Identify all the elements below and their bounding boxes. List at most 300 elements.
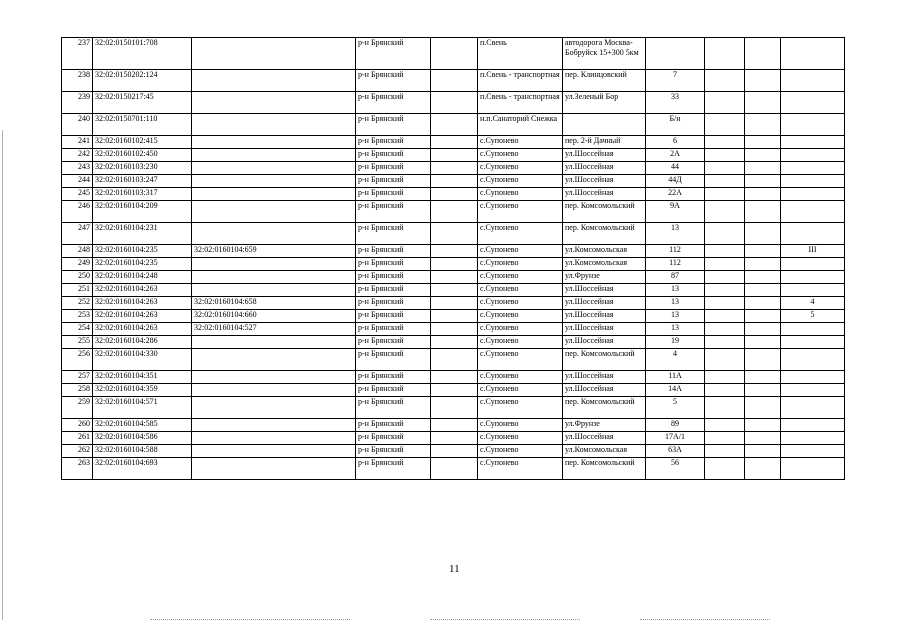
cell-extra: [781, 419, 845, 432]
cell-cadastral-number-2: [192, 397, 356, 419]
cell-cadastral-number: 32:02:0160104:235: [93, 258, 192, 271]
cell-house: 9А: [646, 201, 705, 223]
cell-row-number: 238: [62, 70, 93, 92]
cell-house: 44Д: [646, 175, 705, 188]
cell-empty: [745, 297, 781, 310]
table-row: [62, 397, 845, 419]
cell-district: р-н Брянский: [356, 271, 431, 284]
cell-locality: с.Супонево: [478, 336, 563, 349]
cell-locality: с.Супонево: [478, 136, 563, 149]
cell-extra: [781, 384, 845, 397]
table-row: [62, 432, 845, 445]
cell-extra: [781, 38, 845, 70]
cell-extra: [781, 371, 845, 384]
cell-house: 89: [646, 419, 705, 432]
cell-empty: [431, 397, 478, 419]
cell-house: 19: [646, 336, 705, 349]
cell-cadastral-number: 32:02:0160104:571: [93, 397, 192, 419]
cell-street: пер. Комсомольский: [563, 458, 646, 480]
cell-empty: [745, 284, 781, 297]
cell-cadastral-number: 32:02:0160104:588: [93, 445, 192, 458]
cell-empty: [705, 223, 745, 245]
cell-empty: [431, 188, 478, 201]
cell-empty: [705, 188, 745, 201]
cell-row-number: 247: [62, 223, 93, 245]
cell-district: р-н Брянский: [356, 384, 431, 397]
cell-row-number: 245: [62, 188, 93, 201]
cell-empty: [745, 384, 781, 397]
cell-street: ул.Комсомольская: [563, 445, 646, 458]
cell-extra: [781, 458, 845, 480]
cell-cadastral-number: 32:02:0160103:247: [93, 175, 192, 188]
cell-street: пер. Комсомольский: [563, 349, 646, 371]
cell-empty: [745, 175, 781, 188]
registry-table: [61, 37, 845, 480]
cell-cadastral-number-2: [192, 349, 356, 371]
cell-empty: [745, 136, 781, 149]
cell-locality: п.Свень - транспортная: [478, 92, 563, 114]
cell-empty: [431, 136, 478, 149]
cell-cadastral-number-2: [192, 188, 356, 201]
cell-house: 56: [646, 458, 705, 480]
table-row: [62, 336, 845, 349]
cell-cadastral-number: 32:02:0160104:235: [93, 245, 192, 258]
cell-cadastral-number-2: [192, 384, 356, 397]
cell-house: 63А: [646, 445, 705, 458]
cell-empty: [705, 458, 745, 480]
cell-cadastral-number-2: [192, 136, 356, 149]
cell-empty: [431, 38, 478, 70]
cell-cadastral-number-2: [192, 371, 356, 384]
cell-empty: [745, 336, 781, 349]
table-row: [62, 114, 845, 136]
cell-extra: [781, 175, 845, 188]
cell-extra: 4: [781, 297, 845, 310]
cell-empty: [745, 149, 781, 162]
cell-row-number: 260: [62, 419, 93, 432]
cell-empty: [431, 323, 478, 336]
cell-cadastral-number-2: [192, 432, 356, 445]
scan-noise: [640, 619, 770, 621]
cell-house: 13: [646, 323, 705, 336]
cell-street: ул.Шоссейная: [563, 297, 646, 310]
cell-extra: [781, 271, 845, 284]
cell-district: р-н Брянский: [356, 38, 431, 70]
cell-extra: [781, 445, 845, 458]
table-row: [62, 445, 845, 458]
cell-district: р-н Брянский: [356, 349, 431, 371]
cell-empty: [745, 223, 781, 245]
cell-extra: 5: [781, 310, 845, 323]
cell-cadastral-number-2: [192, 175, 356, 188]
cell-district: р-н Брянский: [356, 201, 431, 223]
cell-empty: [705, 397, 745, 419]
cell-cadastral-number: 32:02:0160104:286: [93, 336, 192, 349]
cell-extra: [781, 136, 845, 149]
cell-street: ул.Зеленый Бор: [563, 92, 646, 114]
cell-empty: [745, 245, 781, 258]
cell-empty: [745, 397, 781, 419]
cell-district: р-н Брянский: [356, 432, 431, 445]
cell-row-number: 249: [62, 258, 93, 271]
cell-empty: [431, 458, 478, 480]
cell-cadastral-number-2: 32:02:0160104:659: [192, 245, 356, 258]
cell-empty: [705, 445, 745, 458]
cell-cadastral-number: 32:02:0160104:586: [93, 432, 192, 445]
cell-empty: [431, 271, 478, 284]
cell-cadastral-number-2: [192, 149, 356, 162]
cell-extra: III: [781, 245, 845, 258]
cell-house: 7: [646, 70, 705, 92]
cell-locality: с.Супонево: [478, 149, 563, 162]
cell-house: 4: [646, 349, 705, 371]
cell-street: ул.Шоссейная: [563, 384, 646, 397]
cell-row-number: 244: [62, 175, 93, 188]
table-row: [62, 92, 845, 114]
cell-locality: с.Супонево: [478, 271, 563, 284]
table-row: [62, 245, 845, 258]
cell-empty: [705, 384, 745, 397]
cell-cadastral-number: 32:02:0150701:110: [93, 114, 192, 136]
cell-district: р-н Брянский: [356, 188, 431, 201]
table-row: [62, 258, 845, 271]
cell-house: 5: [646, 397, 705, 419]
cell-locality: с.Супонево: [478, 245, 563, 258]
cell-empty: [745, 188, 781, 201]
cell-cadastral-number-2: [192, 114, 356, 136]
cell-house: 13: [646, 297, 705, 310]
table-row: [62, 419, 845, 432]
cell-cadastral-number-2: [192, 223, 356, 245]
cell-empty: [431, 371, 478, 384]
cell-empty: [705, 432, 745, 445]
cell-row-number: 263: [62, 458, 93, 480]
cell-house: 22А: [646, 188, 705, 201]
cell-empty: [745, 419, 781, 432]
cell-house: 13: [646, 223, 705, 245]
cell-locality: с.Супонево: [478, 419, 563, 432]
cell-house: 6: [646, 136, 705, 149]
cell-locality: п.Свень: [478, 38, 563, 70]
cell-district: р-н Брянский: [356, 284, 431, 297]
cell-house: 87: [646, 271, 705, 284]
cell-locality: с.Супонево: [478, 201, 563, 223]
cell-row-number: 259: [62, 397, 93, 419]
cell-street: пер. Комсомольский: [563, 201, 646, 223]
scan-noise: [150, 619, 350, 621]
cell-locality: с.Супонево: [478, 384, 563, 397]
cell-empty: [431, 223, 478, 245]
table-row: [62, 349, 845, 371]
cell-cadastral-number-2: 32:02:0160104:527: [192, 323, 356, 336]
cell-cadastral-number-2: [192, 162, 356, 175]
cell-house: 13: [646, 284, 705, 297]
cell-row-number: 248: [62, 245, 93, 258]
cell-house: 112: [646, 258, 705, 271]
cell-cadastral-number: 32:02:0160104:359: [93, 384, 192, 397]
cell-empty: [705, 310, 745, 323]
cell-empty: [745, 371, 781, 384]
table-row: [62, 371, 845, 384]
cell-empty: [431, 384, 478, 397]
cell-house: 33: [646, 92, 705, 114]
cell-row-number: 257: [62, 371, 93, 384]
cell-district: р-н Брянский: [356, 114, 431, 136]
cell-empty: [705, 419, 745, 432]
cell-district: р-н Брянский: [356, 258, 431, 271]
cell-empty: [431, 419, 478, 432]
cell-cadastral-number-2: [192, 284, 356, 297]
cell-street: пер. Комсомольский: [563, 397, 646, 419]
scan-edge: [2, 130, 3, 620]
cell-empty: [745, 92, 781, 114]
cell-empty: [431, 162, 478, 175]
cell-empty: [705, 258, 745, 271]
cell-locality: с.Супонево: [478, 188, 563, 201]
cell-empty: [705, 175, 745, 188]
cell-cadastral-number: 32:02:0160102:450: [93, 149, 192, 162]
scan-noise: [430, 619, 580, 621]
cell-district: р-н Брянский: [356, 323, 431, 336]
cell-extra: [781, 92, 845, 114]
table-row: [62, 175, 845, 188]
cell-empty: [745, 201, 781, 223]
cell-district: р-н Брянский: [356, 371, 431, 384]
cell-cadastral-number-2: [192, 271, 356, 284]
page-number: 11: [449, 563, 460, 575]
cell-empty: [705, 114, 745, 136]
cell-district: р-н Брянский: [356, 162, 431, 175]
cell-locality: п.Свень - транспортная: [478, 70, 563, 92]
cell-cadastral-number-2: [192, 70, 356, 92]
cell-row-number: 241: [62, 136, 93, 149]
table-row: [62, 70, 845, 92]
cell-cadastral-number-2: [192, 445, 356, 458]
cell-empty: [745, 310, 781, 323]
cell-row-number: 251: [62, 284, 93, 297]
cell-extra: [781, 188, 845, 201]
cell-extra: [781, 336, 845, 349]
cell-cadastral-number: 32:02:0160104:248: [93, 271, 192, 284]
cell-street: ул.Комсомольская: [563, 245, 646, 258]
cell-cadastral-number: 32:02:0160104:585: [93, 419, 192, 432]
cell-empty: [705, 92, 745, 114]
cell-empty: [431, 149, 478, 162]
cell-street: ул.Шоссейная: [563, 162, 646, 175]
table-row: [62, 201, 845, 223]
cell-district: р-н Брянский: [356, 136, 431, 149]
cell-cadastral-number-2: [192, 258, 356, 271]
cell-empty: [431, 297, 478, 310]
cell-empty: [745, 458, 781, 480]
cell-extra: [781, 162, 845, 175]
cell-extra: [781, 70, 845, 92]
cell-locality: н.п.Санаторий Снежка: [478, 114, 563, 136]
cell-extra: [781, 223, 845, 245]
cell-district: р-н Брянский: [356, 149, 431, 162]
cell-row-number: 246: [62, 201, 93, 223]
cell-cadastral-number-2: [192, 92, 356, 114]
cell-empty: [705, 323, 745, 336]
cell-empty: [431, 284, 478, 297]
cell-street: ул.Шоссейная: [563, 175, 646, 188]
cell-empty: [705, 162, 745, 175]
cell-district: р-н Брянский: [356, 336, 431, 349]
cell-empty: [431, 349, 478, 371]
cell-extra: [781, 323, 845, 336]
cell-cadastral-number: 32:02:0160104:351: [93, 371, 192, 384]
cell-locality: с.Супонево: [478, 397, 563, 419]
table-row: [62, 149, 845, 162]
cell-empty: [705, 136, 745, 149]
cell-empty: [431, 245, 478, 258]
cell-street: ул.Шоссейная: [563, 310, 646, 323]
cell-house: 14А: [646, 384, 705, 397]
cell-street: ул.Шоссейная: [563, 371, 646, 384]
cell-extra: [781, 284, 845, 297]
cell-empty: [705, 38, 745, 70]
cell-empty: [705, 371, 745, 384]
cell-cadastral-number: 32:02:0160104:263: [93, 297, 192, 310]
cell-house: [646, 38, 705, 70]
cell-street: ул.Фрунзе: [563, 419, 646, 432]
table-row: [62, 310, 845, 323]
cell-house: 44: [646, 162, 705, 175]
cell-street: автодорога Москва-Бобруйск 15+300 5км: [563, 38, 646, 70]
cell-empty: [705, 349, 745, 371]
cell-extra: [781, 349, 845, 371]
cell-street: пер. Клинцовский: [563, 70, 646, 92]
cell-street: пер. 2-й Дачный: [563, 136, 646, 149]
cell-district: р-н Брянский: [356, 223, 431, 245]
cell-empty: [745, 323, 781, 336]
cell-house: 2А: [646, 149, 705, 162]
cell-cadastral-number: 32:02:0160104:263: [93, 323, 192, 336]
cell-locality: с.Супонево: [478, 284, 563, 297]
table-row: [62, 284, 845, 297]
cell-locality: с.Супонево: [478, 162, 563, 175]
cell-empty: [745, 432, 781, 445]
cell-street: ул.Шоссейная: [563, 188, 646, 201]
cell-row-number: 237: [62, 38, 93, 70]
cell-street: ул.Шоссейная: [563, 336, 646, 349]
cell-house: 13: [646, 310, 705, 323]
cell-row-number: 262: [62, 445, 93, 458]
cell-locality: с.Супонево: [478, 458, 563, 480]
cell-district: р-н Брянский: [356, 445, 431, 458]
cell-district: р-н Брянский: [356, 458, 431, 480]
cell-row-number: 250: [62, 271, 93, 284]
table-row: [62, 297, 845, 310]
table-row: [62, 271, 845, 284]
cell-locality: с.Супонево: [478, 223, 563, 245]
cell-district: р-н Брянский: [356, 70, 431, 92]
cell-empty: [705, 336, 745, 349]
cell-row-number: 256: [62, 349, 93, 371]
cell-empty: [705, 201, 745, 223]
cell-extra: [781, 432, 845, 445]
cell-row-number: 261: [62, 432, 93, 445]
cell-row-number: 243: [62, 162, 93, 175]
cell-extra: [781, 114, 845, 136]
table-row: [62, 38, 845, 70]
cell-empty: [431, 175, 478, 188]
cell-cadastral-number-2: [192, 201, 356, 223]
cell-cadastral-number: 32:02:0150202:124: [93, 70, 192, 92]
cell-empty: [705, 297, 745, 310]
cell-cadastral-number: 32:02:0160104:263: [93, 284, 192, 297]
cell-house: 11А: [646, 371, 705, 384]
cell-empty: [705, 245, 745, 258]
table-row: [62, 458, 845, 480]
cell-cadastral-number: 32:02:0150217:45: [93, 92, 192, 114]
cell-empty: [745, 114, 781, 136]
cell-row-number: 258: [62, 384, 93, 397]
cell-house: 17А/1: [646, 432, 705, 445]
cell-locality: с.Супонево: [478, 175, 563, 188]
cell-empty: [745, 162, 781, 175]
cell-extra: [781, 397, 845, 419]
cell-cadastral-number: 32:02:0160103:230: [93, 162, 192, 175]
cell-cadastral-number: 32:02:0160102:415: [93, 136, 192, 149]
cell-row-number: 240: [62, 114, 93, 136]
cell-cadastral-number-2: [192, 458, 356, 480]
cell-row-number: 242: [62, 149, 93, 162]
cell-empty: [431, 432, 478, 445]
cell-locality: с.Супонево: [478, 323, 563, 336]
cell-cadastral-number-2: 32:02:0160104:658: [192, 297, 356, 310]
cell-row-number: 253: [62, 310, 93, 323]
cell-empty: [431, 114, 478, 136]
cell-empty: [745, 349, 781, 371]
cell-empty: [705, 149, 745, 162]
cell-empty: [431, 70, 478, 92]
cell-empty: [431, 336, 478, 349]
cell-cadastral-number: 32:02:0160104:330: [93, 349, 192, 371]
cell-row-number: 239: [62, 92, 93, 114]
cell-empty: [431, 258, 478, 271]
cell-cadastral-number: 32:02:0160104:231: [93, 223, 192, 245]
table-body: [62, 38, 845, 480]
cell-street: ул.Шоссейная: [563, 149, 646, 162]
cell-locality: с.Супонево: [478, 432, 563, 445]
cell-house: Б/н: [646, 114, 705, 136]
cell-cadastral-number: 32:02:0160104:693: [93, 458, 192, 480]
cell-row-number: 255: [62, 336, 93, 349]
cell-cadastral-number-2: [192, 38, 356, 70]
cell-street: ул.Шоссейная: [563, 323, 646, 336]
cell-empty: [705, 271, 745, 284]
table-row: [62, 162, 845, 175]
cell-street: ул.Шоссейная: [563, 432, 646, 445]
cell-district: р-н Брянский: [356, 92, 431, 114]
cell-empty: [745, 445, 781, 458]
cell-district: р-н Брянский: [356, 397, 431, 419]
table-row: [62, 384, 845, 397]
cell-cadastral-number-2: [192, 336, 356, 349]
cell-locality: с.Супонево: [478, 310, 563, 323]
table-row: [62, 136, 845, 149]
cell-cadastral-number: 32:02:0150101:708: [93, 38, 192, 70]
cell-street: [563, 114, 646, 136]
cell-cadastral-number: 32:02:0160104:209: [93, 201, 192, 223]
table-row: [62, 223, 845, 245]
cell-district: р-н Брянский: [356, 245, 431, 258]
table-row: [62, 323, 845, 336]
cell-district: р-н Брянский: [356, 419, 431, 432]
cell-empty: [705, 70, 745, 92]
cell-empty: [745, 258, 781, 271]
